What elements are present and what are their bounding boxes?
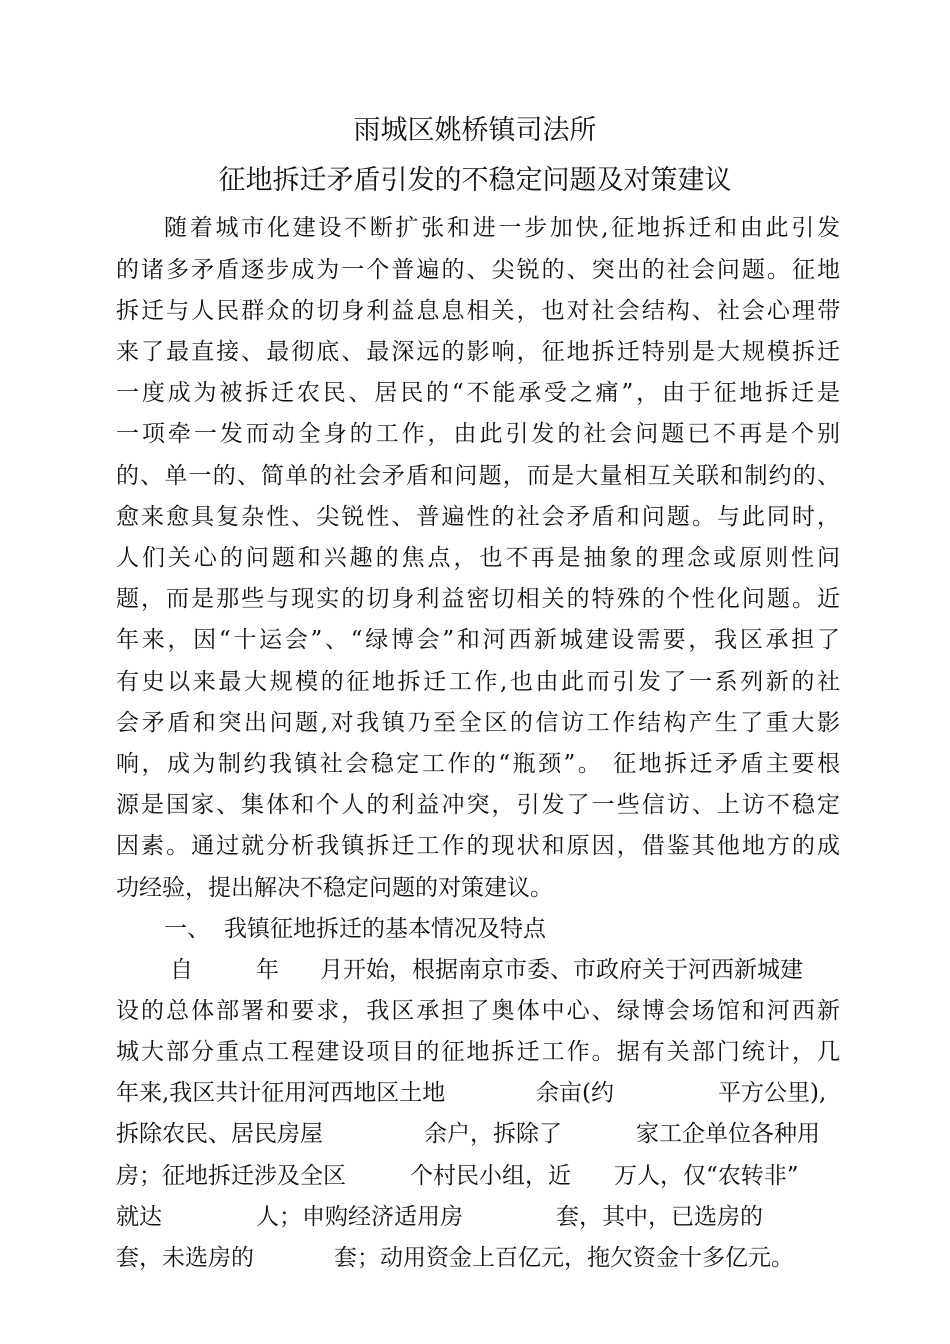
body-text-segment: 万人，仅“农转非” [614, 1163, 799, 1189]
paragraph-line: 题，而是那些与现实的切身利益密切相关的特殊的个性化问题。近 [116, 586, 840, 612]
body-text-segment: 拆除农民、居民房屋 [116, 1121, 323, 1147]
paragraph-line: 一度成为被拆迁农民、居民的“不能承受之痛”，由于征地拆迁是 [116, 380, 840, 406]
body-text-segment: 余亩(约 [536, 1080, 614, 1106]
paragraph-line: 城大部分重点工程建设项目的征地拆迁工作。据有关部门统计，几 [116, 1039, 840, 1065]
paragraph-line: 来了最直接、最彻底、最深远的影响，征地拆迁特别是大规模拆迁 [116, 339, 840, 365]
document-title-subject: 征地拆迁矛盾引发的不稳定问题及对策建议 [218, 165, 732, 196]
paragraph-line: 会矛盾和突出问题,对我镇乃至全区的信访工作结构产生了重大影 [116, 710, 840, 736]
body-text-segment: 自 [170, 957, 193, 983]
paragraph-line: 的、单一的、简单的社会矛盾和问题，而是大量相互关联和制约的、 [116, 463, 840, 489]
section-heading [164, 913, 546, 945]
body-text-segment: 套，未选房的 [116, 1245, 254, 1271]
paragraph-line: 愈来愈具复杂性、尖锐性、普遍性的社会矛盾和问题。与此同时， [116, 504, 840, 530]
body-text-segment: 月开始，根据南京市委、市政府关于河西新城建 [320, 957, 803, 983]
body-text-segment: 人；申购经济适用房 [256, 1204, 463, 1230]
body-text-segment: 平方公里), [718, 1080, 827, 1106]
paragraph-line: 年来，因“十运会”、“绿博会”和河西新城建设需要，我区承担了 [116, 627, 840, 653]
paragraph-line: 人们关心的问题和兴趣的焦点，也不再是抽象的理念或原则性问 [116, 545, 840, 571]
paragraph-line: 有史以来最大规模的征地拆迁工作,也由此而引发了一系列新的社 [116, 669, 840, 695]
body-text-segment: 套，其中，已选房的 [556, 1204, 763, 1230]
paragraph-line: 因素。通过就分析我镇拆迁工作的现状和原因，借鉴其他地方的成 [116, 833, 840, 859]
paragraph-line: 设的总体部署和要求，我区承担了奥体中心、绿博会场馆和河西新 [116, 998, 840, 1024]
section-heading-text: 我镇征地拆迁的基本情况及特点 [224, 916, 546, 942]
paragraph-line: 功经验，提出解决不稳定问题的对策建议。 [116, 875, 553, 901]
body-text-segment: 就达 [116, 1204, 162, 1230]
body-text-segment: 家工企单位各种用 [636, 1121, 820, 1147]
body-text-segment: 年 [256, 957, 279, 983]
paragraph-line: 拆迁与人民群众的切身利益息息相关，也对社会结构、社会心理带 [116, 298, 840, 324]
body-text-segment: 余户，拆除了 [424, 1121, 562, 1147]
paragraph-line: 响，成为制约我镇社会稳定工作的“瓶颈”。 征地拆迁矛盾主要根 [116, 751, 840, 777]
body-text-segment: 个村民小组，近 [410, 1163, 571, 1189]
body-text-segment: 年来,我区共计征用河西地区土地 [116, 1080, 446, 1106]
document-title-office: 雨城区姚桥镇司法所 [353, 115, 597, 146]
paragraph-line: 的诸多矛盾逐步成为一个普遍的、尖锐的、突出的社会问题。征地 [116, 257, 840, 283]
paragraph-line: 随着城市化建设不断扩张和进一步加快,征地拆迁和由此引发 [164, 215, 840, 241]
paragraph-line: 一项牵一发而动全身的工作，由此引发的社会问题已不再是个别 [116, 421, 840, 447]
paragraph-line: 源是国家、集体和个人的利益冲突，引发了一些信访、上访不稳定 [116, 792, 840, 818]
body-text-segment: 套；动用资金上百亿元，拖欠资金十多亿元。 [334, 1245, 794, 1271]
section-number: 一、 [164, 916, 210, 942]
body-text-segment: 房；征地拆迁涉及全区 [116, 1163, 346, 1189]
